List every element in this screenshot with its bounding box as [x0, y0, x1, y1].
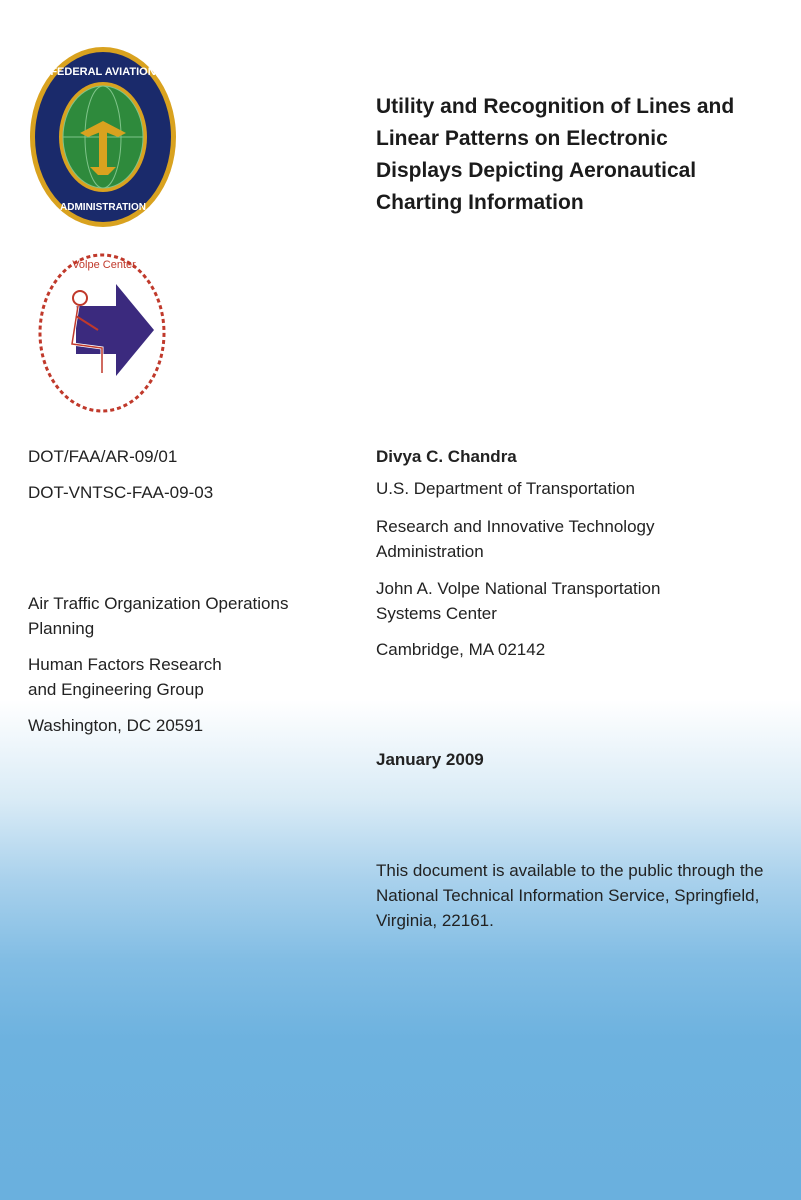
availability-notice	[376, 858, 786, 933]
author-center-line: Systems Center	[376, 604, 497, 623]
report-number-vntsc: DOT-VNTSC-FAA-09-03	[28, 483, 214, 502]
sponsor-group	[28, 654, 222, 701]
document-title	[376, 91, 786, 219]
title-line: Displays Depicting Aeronautical	[376, 159, 697, 182]
author-administration	[376, 516, 786, 563]
sponsor-org-line: Air Traffic Organization Operations	[28, 594, 289, 613]
faa-seal-logo	[28, 45, 178, 230]
sponsor-org-line: Planning	[28, 619, 95, 638]
report-number-faa: DOT/FAA/AR-09/01	[28, 447, 178, 466]
title-line: Linear Patterns on Electronic	[376, 127, 668, 150]
publication-date: January 2009	[376, 750, 484, 769]
faa-seal-text-bottom: ADMINISTRATION	[60, 202, 146, 213]
author-name: Divya C. Chandra	[376, 447, 517, 466]
title-line: Utility and Recognition of Lines and	[376, 95, 735, 118]
author-center-line: John A. Volpe National Transportation	[376, 579, 661, 598]
author-center	[376, 578, 786, 625]
sponsor-group-line: and Engineering Group	[28, 680, 204, 699]
sponsor-organization	[28, 593, 288, 640]
availability-line: National Technical Information Service, Springfield,	[376, 886, 760, 905]
title-line: Charting Information	[376, 191, 584, 214]
sponsor-location: Washington, DC 20591	[28, 716, 204, 735]
author-department: U.S. Department of Transportation	[376, 479, 635, 498]
faa-seal-text-top: FEDERAL AVIATION	[50, 66, 156, 78]
availability-line: Virginia, 22161.	[376, 911, 494, 930]
availability-line: This document is available to the public through the	[376, 861, 764, 880]
author-location: Cambridge, MA 02142	[376, 640, 546, 659]
volpe-logo-text: Volpe Center	[72, 259, 136, 271]
volpe-center-logo	[32, 248, 172, 418]
author-admin-line: Administration	[376, 542, 484, 561]
sponsor-group-line: Human Factors Research	[28, 655, 222, 674]
author-admin-line: Research and Innovative Technology	[376, 517, 655, 536]
